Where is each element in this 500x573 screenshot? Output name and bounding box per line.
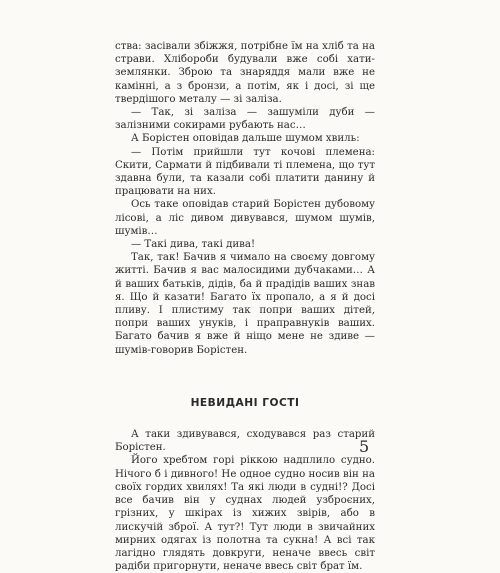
paragraph: — Такі дива, такі дива! bbox=[131, 239, 256, 251]
paragraph: — Так, зі заліза — зашуміли дуби — залізними сокирами рубають нас… bbox=[115, 107, 375, 132]
paragraph: А таки здивувався, сходувався раз старий Борістен. bbox=[115, 429, 375, 454]
paragraph: — Потім прийшли тут кочові племена: Скити, Сармати й підбивали ті племена, що тут здавна були, та казали собі платити данину й працювати на них. bbox=[115, 146, 375, 198]
page-number: 5 bbox=[359, 437, 370, 456]
book-page bbox=[115, 40, 375, 573]
paragraph: Так, так! Бачив я чимало на своєму довгому житті. Бачив я вас малосидими дубчаками… А й ваших батьків, дідів, ба й прадідів ваших знав я. Що й казати! Багато їх пропало, а я й досі пливу. І плистиму так попри ваших дітей, попри ваших унуків, і праправнуків ваших. Багато бачив я вже й ніщо мене не здиве — шумів-говорив Борістен. bbox=[115, 252, 375, 356]
paragraph: Його хребтом горі ріккою надплило судно. Нічого б і дивного! Не одное судно носив він на своїх гордих хвилях! Та які люди в судні!? Досі все бачив він у суднах людей узброєних, грізних, у шкірах із хижих звірів, або в лискучій зброї. А тут?! Тут люди в звичайних мирних одягах із полотна та сукна! А всі так лагідно глядять довкруги, неначе ввесь світ радіби пригорнути, неначе ввесь світ брат їм. bbox=[115, 455, 375, 573]
text-block-bottom bbox=[115, 428, 375, 573]
text-block-top bbox=[115, 40, 375, 357]
paragraph: А Борістен оповідав дальше шумом хвиль: bbox=[131, 133, 360, 145]
paragraph: ства: засівали збіжжя, потрібне їм на хліб та на страви. Хлібороби будували вже собі хати-землянки. Зброю та знаряддя мали вже не камінні, а з бронзи, а потім, як і досі, зі ще твердішого металу — зі заліза. bbox=[115, 41, 375, 105]
section-heading: НЕВИДАНІ ГОСТІ bbox=[190, 396, 300, 409]
paragraph: Ось таке оповідав старий Борістен дубовому лісові, а ліс дивом дивувався, шумом шумів, шумів… bbox=[115, 199, 375, 237]
